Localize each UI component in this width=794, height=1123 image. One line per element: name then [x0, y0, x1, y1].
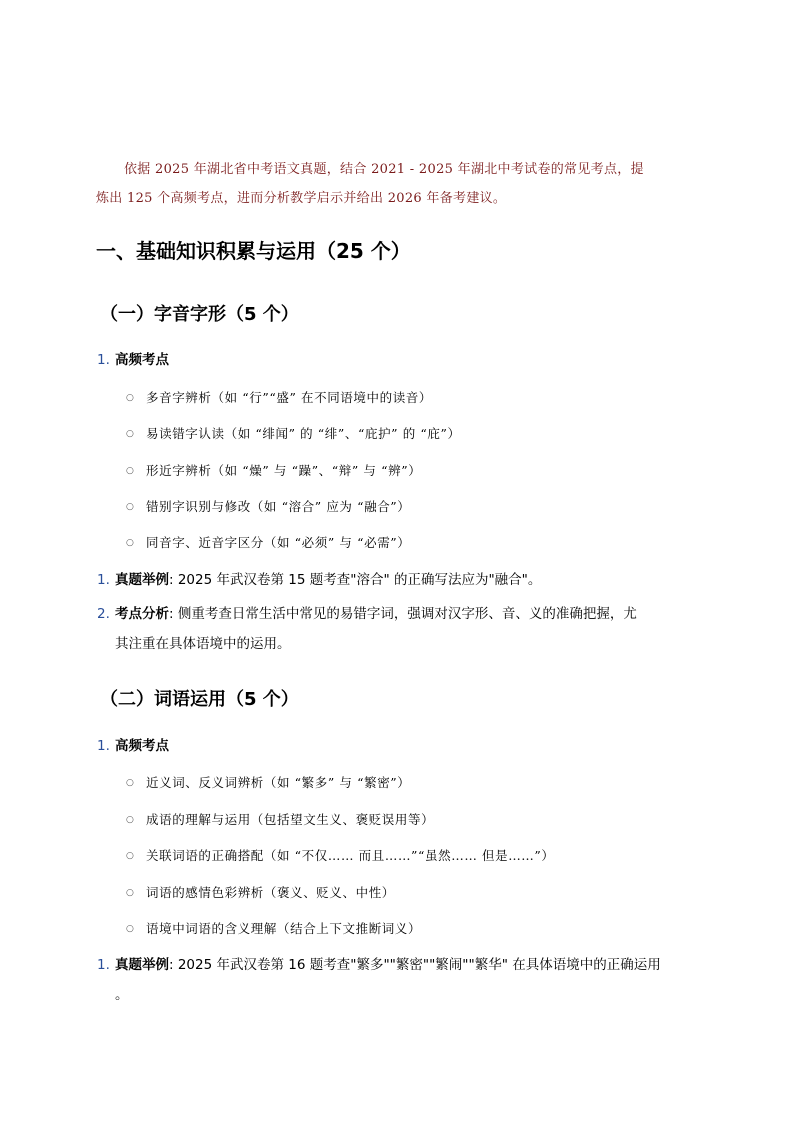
intro-line-1: 依据 2025 年湖北省中考语文真题，结合 2021 - 2025 年湖北中考试卷的常见考点，提 [124, 162, 644, 177]
list-item-high-frequency-2 [97, 734, 169, 754]
list-label: 考点分析 [115, 606, 169, 622]
bullet-icon: ○ [126, 502, 134, 512]
list-item-analysis [97, 599, 697, 659]
bullet-icon: ○ [126, 466, 134, 476]
bullet-icon: ○ [126, 888, 134, 898]
bullet-item: ○ 近义词、反义词辨析（如 “繁多” 与 “繁密”） [126, 775, 411, 790]
bullet-item: ○ 同音字、近音字区分（如 “必须” 与 “必需”） [126, 535, 411, 550]
list-text: : 2025 年武汉卷第 15 题考查"溶合" 的正确写法应为"融合"。 [169, 572, 542, 588]
list-item-exam-example-1 [97, 568, 541, 588]
bullet-icon: ○ [126, 429, 134, 439]
list-number: 2. [97, 606, 110, 622]
list-label: 高频考点 [115, 738, 169, 754]
list-item-exam-example-2 [97, 950, 697, 1010]
bullet-item: ○ 成语的理解与运用（包括望文生义、褒贬误用等） [126, 812, 435, 827]
list-text-line-1: : 侧重考查日常生活中常见的易错字词，强调对汉字形、音、义的准确把握，尤 [169, 606, 637, 622]
bullet-item: ○ 多音字辨析（如 “行”“盛” 在不同语境中的读音） [126, 390, 433, 405]
list-label: 高频考点 [115, 352, 169, 368]
bullet-icon: ○ [126, 815, 134, 825]
bullet-icon: ○ [126, 924, 134, 934]
list-item-high-frequency-1 [97, 348, 169, 368]
list-label: 真题举例 [115, 572, 169, 588]
list-text-line-2: 。 [115, 987, 129, 1003]
bullet-icon: ○ [126, 851, 134, 861]
bullet-item: ○ 语境中词语的含义理解（结合上下文推断词义） [126, 921, 422, 936]
subsection-heading-2: （二）词语运用（5 个） [100, 689, 299, 710]
intro-paragraph [96, 155, 696, 213]
bullet-item: ○ 词语的感情色彩辨析（褒义、贬义、中性） [126, 885, 395, 900]
list-number: 1. [97, 738, 110, 754]
bullet-item: ○ 易读错字认读（如 “绯闻” 的 “绯”、“庇护” 的 “庇”） [126, 426, 461, 441]
bullet-icon: ○ [126, 538, 134, 548]
list-text-line-1: : 2025 年武汉卷第 16 题考查"繁多""繁密""繁闹""繁华" 在具体语境中的正确运用 [169, 957, 661, 973]
bullet-item: ○ 关联词语的正确搭配（如 “不仅…… 而且……”“虽然…… 但是……”） [126, 848, 555, 863]
list-label: 真题举例 [115, 957, 169, 973]
list-text-line-2: 其注重在具体语境中的运用。 [115, 636, 291, 652]
list-number: 1. [97, 572, 110, 588]
list-number: 1. [97, 957, 110, 973]
intro-line-2: 炼出 125 个高频考点，进而分析教学启示并给出 2026 年备考建议。 [96, 191, 507, 206]
section-heading: 一、基础知识积累与运用（25 个） [96, 239, 411, 263]
bullet-icon: ○ [126, 778, 134, 788]
subsection-heading-1: （一）字音字形（5 个） [100, 304, 299, 325]
list-number: 1. [97, 352, 110, 368]
bullet-icon: ○ [126, 393, 134, 403]
bullet-item: ○ 错别字识别与修改（如 “溶合” 应为 “融合”） [126, 499, 411, 514]
bullet-item: ○ 形近字辨析（如 “燥” 与 “躁”、“辩” 与 “辨”） [126, 463, 422, 478]
